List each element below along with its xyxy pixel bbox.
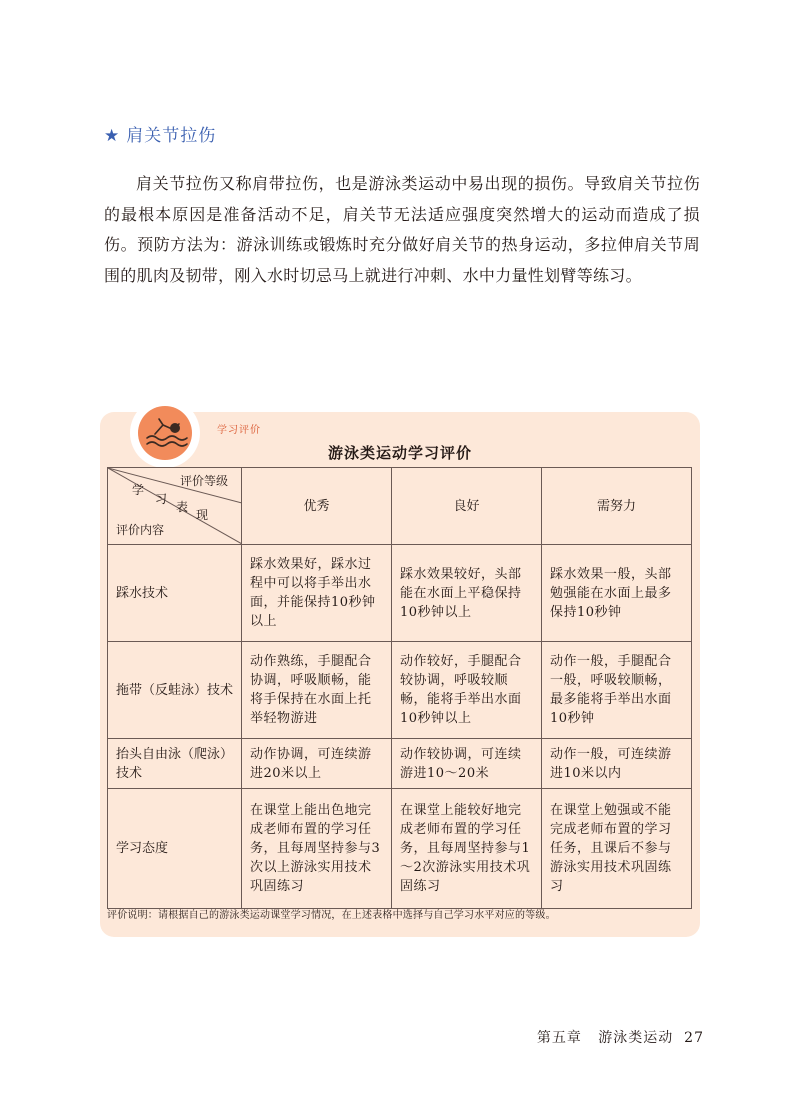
page-number: 27 [684,1030,704,1046]
table-cell: 动作一般，手腿配合一般，呼吸较顺畅，最多能将手举出水面10秒钟 [542,642,692,739]
table-header-row [108,468,692,545]
row-item-label: 学习态度 [108,789,242,909]
chapter-label: 第五章 [536,1030,582,1046]
table-cell: 动作熟练，手腿配合协调，呼吸顺畅，能将手保持在水面上托举轻物游进 [242,642,392,739]
table-cell: 踩水效果较好，头部能在水面上平稳保持10秒钟以上 [392,545,542,642]
table-row [108,789,692,909]
chapter-title: 游泳类运动 [598,1030,674,1046]
table-cell: 在课堂上勉强或不能完成老师布置的学习任务，且课后不参与游泳实用技术巩固练习 [542,789,692,909]
row-item-label: 抬头自由泳（爬泳）技术 [108,739,242,789]
table-cell: 动作一般，可连续游进10米以内 [542,739,692,789]
badge-label: 学习评价 [217,425,261,436]
table-cell: 在课堂上能较好地完成老师布置的学习任务，且每周坚持参与1～2次游泳实用技术巩固练习 [392,789,542,909]
row-item-label: 踩水技术 [108,545,242,642]
body-paragraph: 肩关节拉伤又称肩带拉伤，也是游泳类运动中易出现的损伤。导致肩关节拉伤的最根本原因是准备活动不足，肩关节无法适应强度突然增大的运动而造成了损伤。预防方法为：游泳训练或锻炼时充分做好肩关节的热身运动，多拉伸肩关节周围的肌肉及韧带，刚入水时切忌马上就进行冲刺、水中力量性划臂等练习。 [104,174,700,285]
table-corner-cell [108,468,242,545]
table-row [108,739,692,789]
column-header-good: 良好 [392,468,542,545]
table-cell: 动作较好，手腿配合较协调，呼吸较顺畅，能将手举出水面10秒钟以上 [392,642,542,739]
column-header-needs-work: 需努力 [542,468,692,545]
table-cell: 踩水效果好，踩水过程中可以将手举出水面，并能保持10秒钟以上 [242,545,392,642]
evaluation-note: 评价说明：请根据自己的游泳类运动课堂学习情况，在上述表格中选择与自己学习水平对应的等级。 [107,910,556,921]
row-item-label: 拖带（反蛙泳）技术 [108,642,242,739]
section-title: 肩关节拉伤 [126,126,217,146]
page-footer [537,1027,704,1047]
column-header-excellent: 优秀 [242,468,392,545]
corner-label-level: 评价等级 [180,474,229,488]
evaluation-table [107,467,692,909]
table-cell: 动作较协调，可连续游进10～20米 [392,739,542,789]
corner-label-expression-1: 表 [176,500,189,514]
table-row [108,642,692,739]
corner-label-learn: 学 [132,483,145,497]
evaluation-panel [100,412,700,937]
star-icon: ★ [104,126,121,146]
table-row [108,545,692,642]
table-cell: 踩水效果一般，头部勉强能在水面上最多保持10秒钟 [542,545,692,642]
section-heading [104,121,216,146]
corner-label-practice: 习 [155,492,168,506]
corner-label-content: 评价内容 [116,523,165,537]
table-title: 游泳类运动学习评价 [327,444,472,462]
table-cell: 动作协调，可连续游进20米以上 [242,739,392,789]
table-cell: 在课堂上能出色地完成老师布置的学习任务，且每周坚持参与3次以上游泳实用技术巩固练习 [242,789,392,909]
corner-label-expression-2: 现 [196,508,209,522]
